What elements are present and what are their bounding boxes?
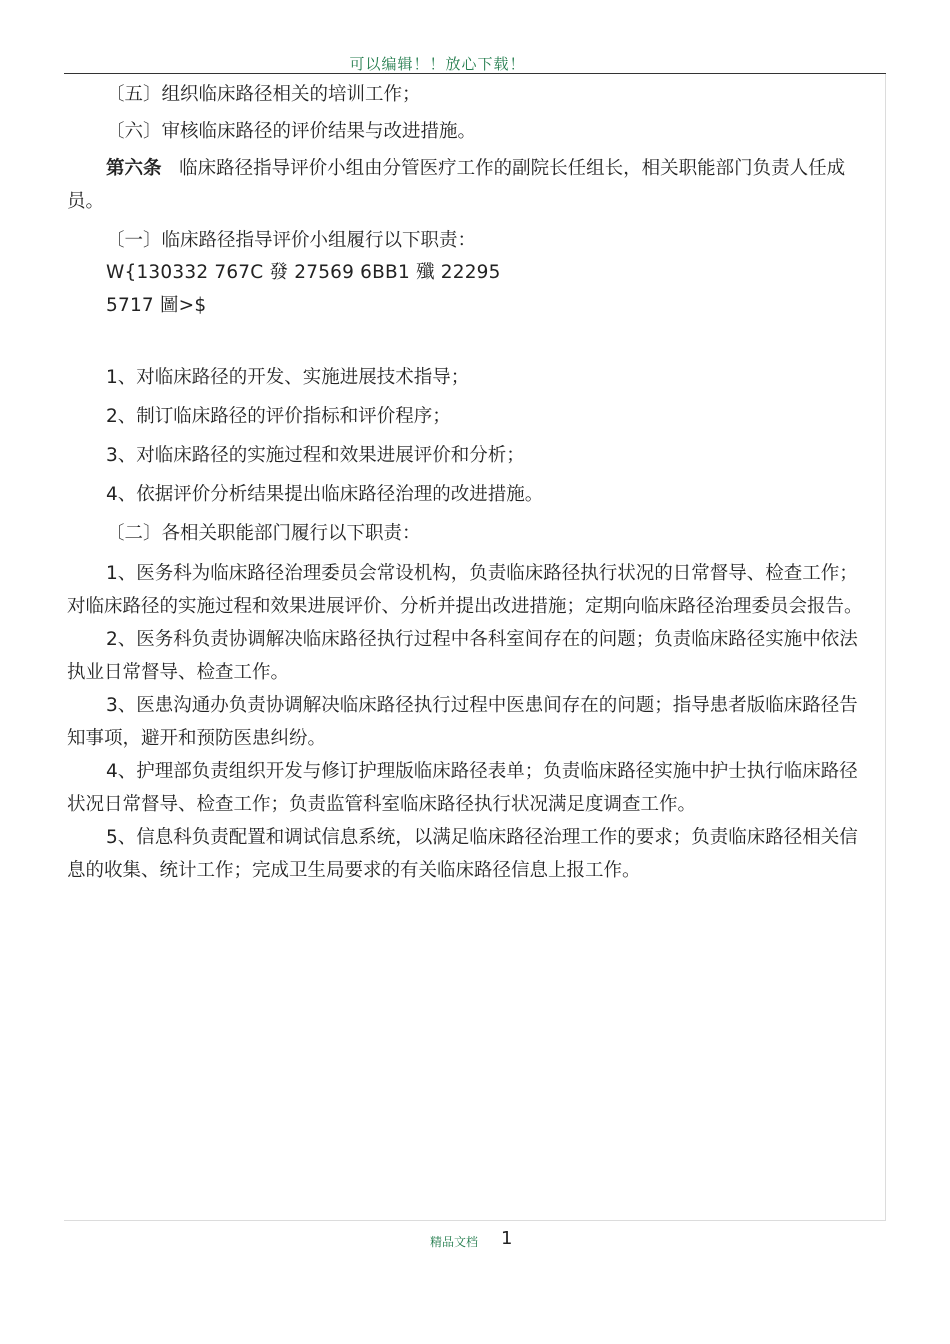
page-number: 1 [501,1228,513,1249]
footer-note: 精品文档 [430,1235,479,1249]
list-item: 1、对临床路径的开发、实施进展技术指导； [106,367,470,388]
list-item: 4、护理部负责组织开发与修订护理版临床路径表单；负责临床路径实施中护士执行临床路径状况日常督导、检查工作；负责监管科室临床路径执行状况满足度调查工作。 [67,761,858,815]
article-6-text: 临床路径指导评价小组由分管医疗工作的副院长任组长，相关职能部门负责人任成员。 [67,158,846,212]
list-item: 2、制订临床路径的评价指标和评价程序； [106,406,451,427]
list-item: 2、医务科负责协调解决临床路径执行过程中各科室间存在的问题；负责临床路径实施中依法执业日常督导、检查工作。 [67,629,858,683]
article-6-label: 第六条 [106,158,162,179]
subsection-2-heading: 〔二〕各相关职能部门履行以下职责： [106,523,421,544]
subsection-1-heading: 〔一〕临床路径指导评价小组履行以下职责： [106,230,477,251]
garbled-code-line-2: 5717 圖>$ [106,295,207,316]
page-right-border [885,74,886,1220]
paragraph-item-6: 〔六〕审核临床路径的评价结果与改进措施。 [106,121,477,142]
article-6 [67,152,875,218]
list-item: 3、医患沟通办负责协调解决临床路径执行过程中医患间存在的问题；指导患者版临床路径告知事项，避开和预防医患纠纷。 [67,695,858,749]
list-item: 3、对临床路径的实施过程和效果进展评价和分析； [106,445,525,466]
document-body [67,78,875,887]
header-rule [64,73,886,74]
garbled-code-line-1: W{130332 767C 發 27569 6BB1 殲 22295 [106,262,501,283]
footer-rule [64,1220,886,1221]
list-item: 5、信息科负责配置和调试信息系统，以满足临床路径治理工作的要求；负责临床路径相关信息的收集、统计工作；完成卫生局要求的有关临床路径信息上报工作。 [67,827,858,881]
header-note: 可以编辑！！放心下载！ [349,55,526,73]
list-item: 4、依据评价分析结果提出临床路径治理的改进措施。 [106,484,544,505]
paragraph-item-5: 〔五〕组织临床路径相关的培训工作； [106,84,421,105]
list-item: 1、医务科为临床路径治理委员会常设机构，负责临床路径执行状况的日常督导、检查工作；对临床路径的实施过程和效果进展评价、分析并提出改进措施；定期向临床路径治理委员会报告。 [67,563,863,617]
